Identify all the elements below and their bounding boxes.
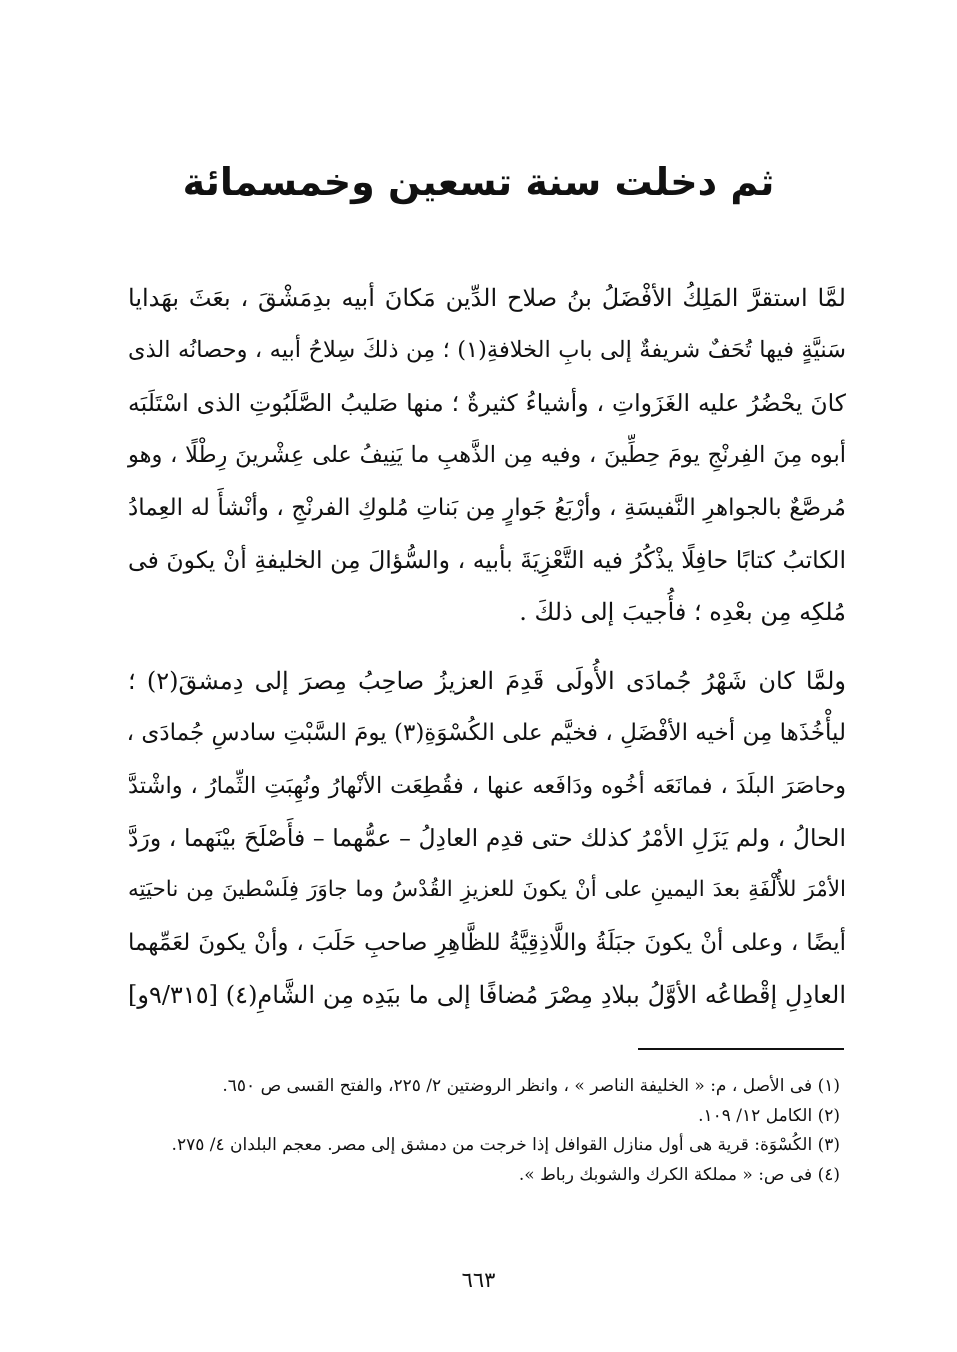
text-line: الأمْرَ للأُلْفَةِ بعدَ اليمينِ على أنْ يكونَ للعزيزِ القُدْسُ وما جاوَرَ فِلَسْطينَ مِن ناحيَتِه [128,877,847,903]
page-number: ٦٦٣ [461,1268,496,1292]
paragraph-spacer [128,639,846,655]
text-line: الكاتبُ كتابًا حافِلًا يذْكُرُ فيه التَّعْزِيَةَ بأبيه ، والسُّؤالَ مِن الخليفةِ أنْ يكونَ فى [128,545,846,574]
footnote-1: (١) فى الأصل ، م: « الخليفة الناصر » ، وانظر الروضتين ٢/ ٢٢٥، والفتح القسى ص ٦٥٠. [222,1076,840,1096]
footnote-3: (٣) الكُسْوَة: قرية هى أول منازل القوافل إذا خرجت من دمشق إلى مصر. معجم البلدان ٤/ ٢٧٥. [171,1135,840,1155]
paragraph-1 [128,272,846,639]
body-text [128,272,846,1021]
text-line: وحاصَرَ البلَدَ ، فمانَعَه أخُوه ودَافَعه عنها ، فقُطِعَت الأنْهارُ ونُهِبَتِ الثِّمارُ ، واشْتدَّ [128,772,846,799]
text-line: الحالُ ، ولم يَزَلِ الأمْرُ كذلك حتى قدِم العادِلُ – عمُّهما – فأَصْلَحَ بيْنَهما ، ورَدَّ [128,823,846,852]
text-line: مُلكِه مِن بعْدِه ؛ فأُجيبَ إلى ذلكَ . [519,598,846,627]
footnotes [128,1072,840,1190]
text-line: أبوه مِنَ الفِرنْجِ يومَ حِطِّينَ ، وفيه مِن الذَّهبِ ما يَنِيفُ على عِشْرينَ رِطْلًا ، وهو [128,442,846,469]
paragraph-2 [128,655,846,1022]
footnote-2: (٢) الكامل ١٢/ ١٠٩. [698,1105,840,1126]
text-line: سَنيَّةٍ فيها تُحَفٌ شريفةٌ إلى بابِ الخلافةِ(١) ؛ مِن ذلكَ سِلاحُ أبيه ، وحصانُه الذى [128,337,846,364]
footnote-4: (٤) فى ص: « مملكة الكرك والشوبك رباط ». [518,1164,840,1185]
text-line: العادِلِ إقْطاعُه الأوَّلُ ببلادِ مِصْرَ مُضافًا إلى ما بيَدِه مِن الشَّامِ(٤) [٩/٣١٥و] [128,981,846,1010]
text-line: ليأْخُذَها مِن أخيه الأفْضَلِ ، فخيَّم على الكُسْوَةِ(٣) يومَ السَّبْتِ سادسِ جُمادَى ، [126,720,846,747]
chapter-heading: ثم دخلت سنة تسعين وخمسمائة [182,160,775,204]
text-line: ولمَّا كان شَهْرُ جُمادَى الأُولَى قَدِمَ العزيزُ صاحِبُ مِصرَ إلى دِمشقَ(٢) ؛ [128,666,847,695]
text-line: مُرصَّعٌ بالجواهرِ النَّفيسَةِ ، وأرْبَعُ جَوارٍ مِن بَناتِ مُلوكِ الفرنْجِ ، وأنْشأَ له العِمادُ [128,494,846,521]
text-line: كانَ يحْضُرُ عليه الغَزَواتِ ، وأشياءُ كثيرةٌ ؛ منها صَليبُ الصَّلَبُوتِ الذى اسْتَلَبَه [128,388,846,417]
text-line: لمَّا استقرَّ المَلِكُ الأفْضَلُ بنُ صلاح الدِّين مَكانَ أبيه بدِمَشْقَ ، بعَثَ بهَدايا [128,284,846,312]
text-line: أيضًا ، وعلى أنْ يكونَ جبَلَةُ واللَّاذِقِيَّةُ للظَّاهِرِ صاحبِ حَلَبَ ، وأنْ يكونَ لعَمِّهما [128,929,846,956]
footnote-separator [638,1048,844,1050]
